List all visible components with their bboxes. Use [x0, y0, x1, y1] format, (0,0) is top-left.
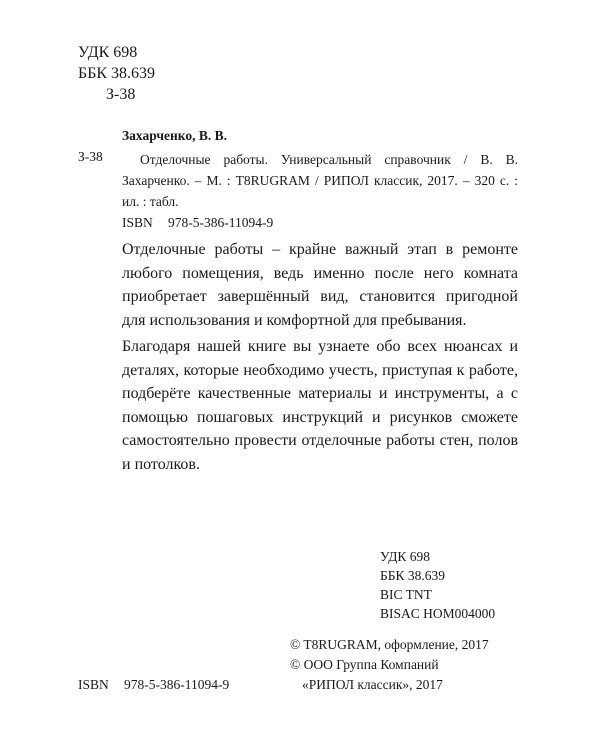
copyright-line-2: © ООО Группа Компаний [290, 657, 439, 672]
bisac-code: BISAC HOM004000 [380, 606, 496, 621]
isbn-bottom-label: ISBN [78, 677, 109, 692]
bbk-code-bottom: ББК 38.639 [380, 568, 446, 583]
copyright-line-1: © T8RUGRAM, оформление, 2017 [290, 637, 489, 652]
abstract [122, 238, 518, 479]
bibliographic-description [122, 149, 518, 212]
abstract-paragraph-2: Благодаря нашей книге вы узнаете обо всех нюансах и деталях, которые необходимо учесть, приступая к работе, подберёте качественные материалы и инструменты, а с помощью пошаговых инструкций и рисунков сможете самостоятельно провести отделочные работы стен, полов и потолков. [122, 338, 518, 473]
udk-code: УДК 698 [78, 44, 138, 61]
isbn-bottom-number: 978-5-386-11094-9 [124, 677, 230, 692]
bibliographic-text: Отделочные работы. Универсальный справочник / В. В. Захарченко. – М. : T8RUGRAM / РИПОЛ классик, 2017. – 320 с. : ил. : табл. [122, 152, 518, 209]
author-sign: З-38 [106, 86, 136, 103]
bbk-code: ББК 38.639 [78, 65, 156, 82]
abstract-paragraph-1: Отделочные работы – крайне важный этап в ремонте любого помещения, ведь именно после него комната приобретает завершённый вид, становится пригодной для использования и комфортной для пребывания. [122, 241, 518, 329]
classification-block [380, 549, 495, 625]
isbn-bottom [78, 677, 229, 693]
isbn-label: ISBN [122, 215, 153, 230]
udk-code-bottom: УДК 698 [380, 549, 431, 564]
isbn-number: 978-5-386-11094-9 [168, 215, 274, 230]
copyright-block [290, 637, 489, 697]
copyright-line-3: «РИПОЛ классик», 2017 [302, 677, 443, 692]
top-classification-block [78, 44, 155, 107]
author-sign-inline: З-38 [78, 149, 103, 164]
author-name: Захарченко, В. В. [122, 128, 227, 143]
bic-code: BIC TNT [380, 587, 432, 602]
isbn-top [122, 215, 273, 231]
